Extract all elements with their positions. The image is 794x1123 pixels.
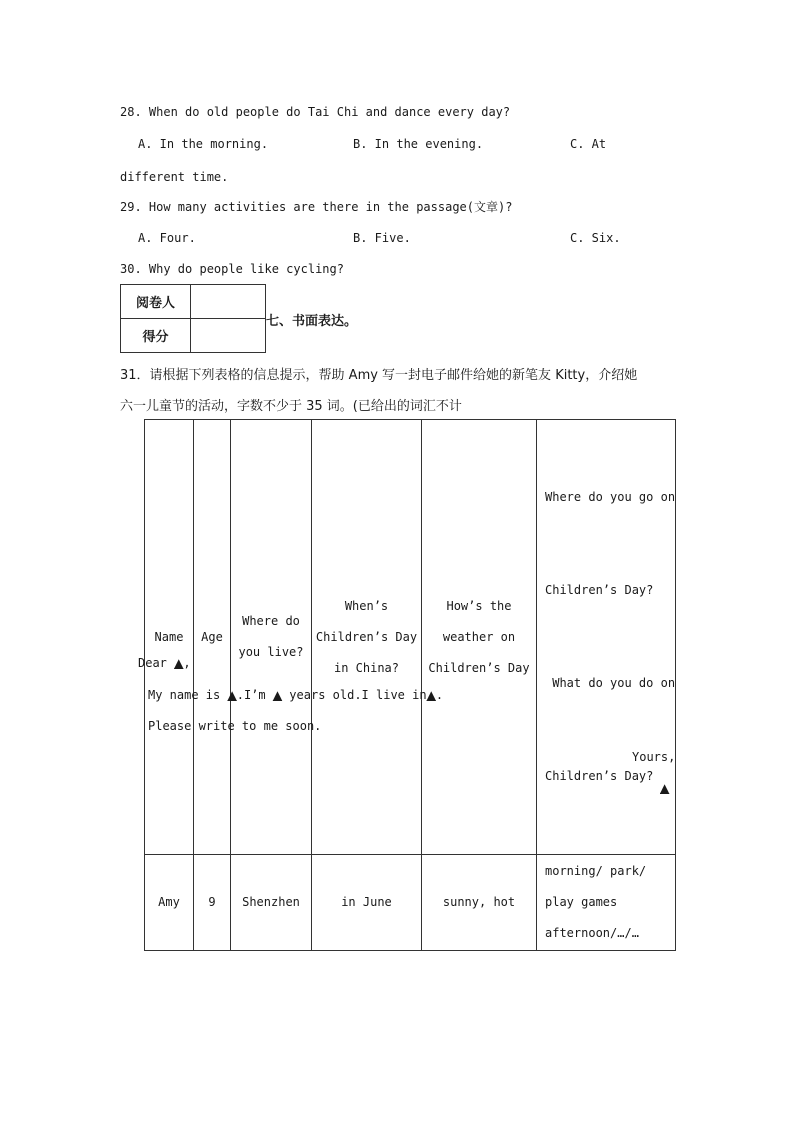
- line1-part-c: years old.I live in: [282, 688, 427, 702]
- q31-instruction-line2: 六一儿童节的活动，字数不少于 35 词。(已给出的词汇不计: [120, 399, 462, 414]
- cell-name: Amy: [145, 855, 194, 951]
- cell-activities-line1: morning/ park/: [545, 864, 647, 878]
- header-weather: [422, 420, 537, 855]
- reviewer-blank: [191, 285, 266, 319]
- greeting-text: Dear: [138, 656, 175, 670]
- header-live: [231, 420, 312, 855]
- header-weather-line3: Children’s Day: [428, 660, 530, 675]
- header-activities-line3: What do you do on: [545, 676, 676, 690]
- q29-question: 29. How many activities are there in the passage(文章)?: [120, 200, 513, 214]
- header-age: Age: [194, 420, 231, 855]
- cell-activities-line2: play games: [545, 895, 618, 909]
- q28-option-c: C. At: [570, 137, 607, 151]
- score-box: [120, 284, 266, 353]
- header-when: [312, 420, 422, 855]
- q29-option-b: B. Five.: [353, 231, 411, 245]
- line1-part-d: .: [435, 688, 444, 702]
- q29-option-c: C. Six.: [570, 231, 621, 245]
- score-blank: [191, 319, 266, 353]
- cell-age: 9: [194, 855, 231, 951]
- header-activities: [537, 420, 676, 855]
- name-blank: ▲: [227, 688, 237, 702]
- q29-option-a: A. Four.: [138, 231, 196, 245]
- table-row: [145, 855, 676, 951]
- header-weather-line1: How’s the: [446, 598, 512, 613]
- city-blank: ▲: [426, 688, 436, 702]
- q30-question: 30. Why do people like cycling?: [120, 262, 344, 276]
- header-activities-line2: Children’s Day?: [545, 583, 654, 597]
- letter-line1: [148, 688, 443, 702]
- line1-part-b: .I’m: [236, 688, 273, 702]
- q28-option-c-continued: different time.: [120, 170, 229, 184]
- cell-when: in June: [312, 855, 422, 951]
- header-live-line2: you live?: [238, 645, 304, 659]
- age-blank: ▲: [272, 688, 283, 702]
- greeting-comma: ,: [183, 656, 191, 670]
- letter-greeting: [138, 656, 191, 670]
- signature-blank: ▲: [660, 781, 670, 795]
- header-when-line2: Children’s Day: [315, 629, 418, 644]
- header-live-line1: Where do: [242, 614, 300, 628]
- section-title: 七、书面表达。: [266, 314, 358, 329]
- q28-option-a: A. In the morning.: [138, 137, 269, 151]
- header-activities-line4: Children’s Day?: [545, 769, 654, 783]
- q28-question: 28. When do old people do Tai Chi and dance every day?: [120, 105, 511, 119]
- letter-closing: Yours,: [632, 750, 676, 764]
- header-activities-line1: Where do you go on: [545, 490, 676, 504]
- q28-option-b: B. In the evening.: [353, 137, 484, 151]
- q31-instruction-line1: 31．请根据下列表格的信息提示，帮助 Amy 写一封电子邮件给她的新笔友 Kitty，介绍她: [120, 368, 638, 383]
- header-when-line3: in China?: [333, 660, 400, 675]
- score-label: 得分: [121, 319, 191, 353]
- cell-activities: [537, 855, 676, 951]
- table-header-row: [145, 420, 676, 855]
- header-weather-line2: weather on: [442, 629, 516, 644]
- cell-live: Shenzhen: [231, 855, 312, 951]
- info-table: [144, 419, 676, 951]
- cell-activities-line3: afternoon/…/…: [545, 926, 639, 940]
- cell-weather: sunny, hot: [422, 855, 537, 951]
- letter-line2: Please write to me soon.: [148, 719, 322, 733]
- reviewer-label: 阅卷人: [121, 285, 191, 319]
- header-name: Name: [145, 420, 194, 855]
- line1-part-a: My name is: [148, 688, 228, 702]
- header-when-line1: When’s: [344, 598, 389, 613]
- greeting-blank: ▲: [174, 656, 184, 670]
